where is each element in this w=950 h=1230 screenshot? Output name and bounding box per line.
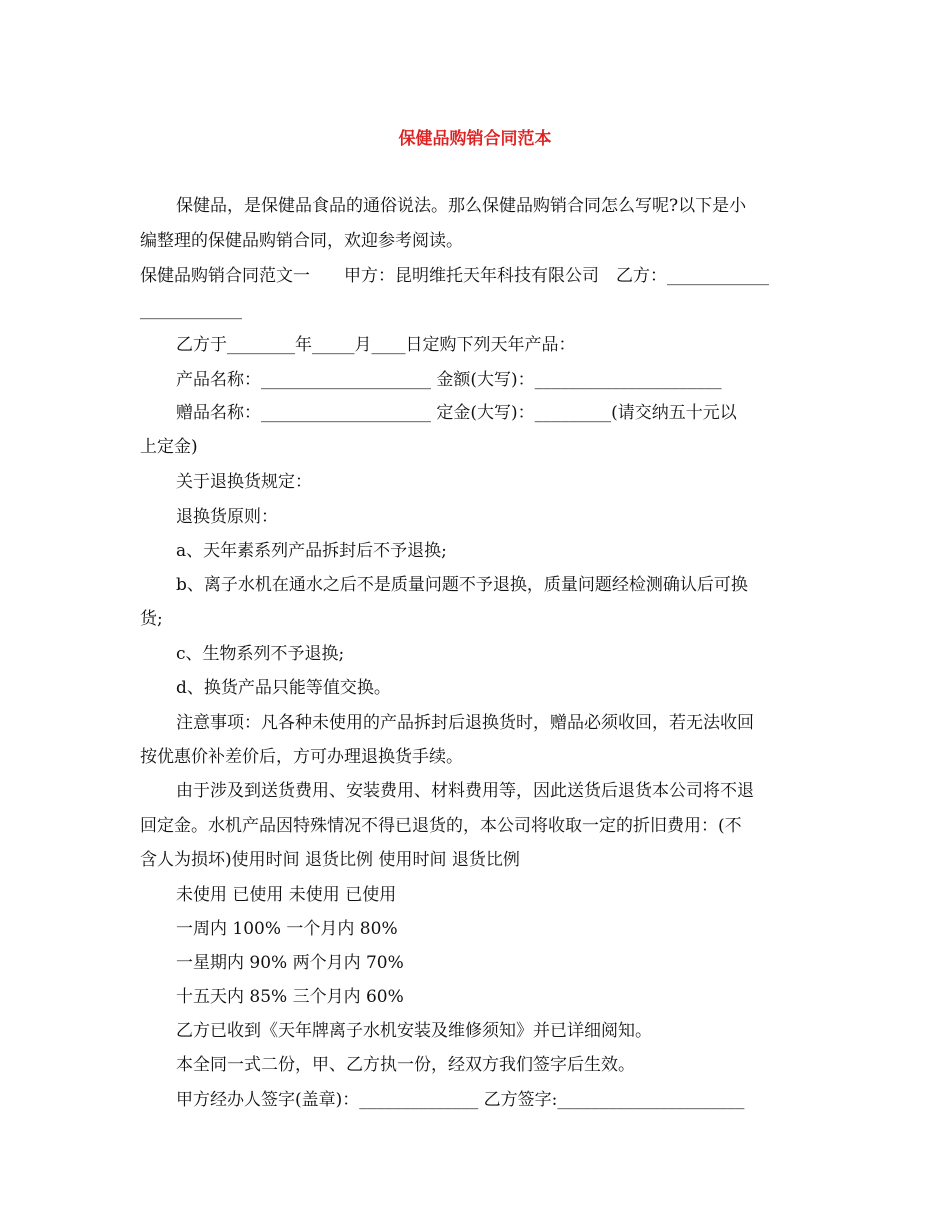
- party-line-cont: ____________: [140, 300, 242, 320]
- intro-line-1: 保健品，是保健品食品的通俗说法。那么保健品购销合同怎么写呢?以下是小: [176, 196, 747, 216]
- fees-line-1: 由于涉及到送货费用、安装费用、材料费用等，因此送货后退货本公司将不退: [176, 781, 754, 801]
- received-notice-line: 乙方已收到《天年牌离子水机安装及维修须知》并已详细阅知。: [176, 1021, 652, 1041]
- gift-name-line-cont: 上定金): [140, 437, 198, 457]
- rule-b-cont: 货;: [140, 609, 163, 629]
- refund-row-3: 十五天内 85% 三个月内 60%: [176, 987, 404, 1007]
- return-rules-heading: 关于退换货规定：: [176, 472, 312, 492]
- party-line: 保健品购销合同范文一 甲方：昆明维托天年科技有限公司 乙方：____________: [140, 266, 769, 286]
- return-principle-heading: 退换货原则：: [176, 507, 278, 527]
- rule-b: b、离子水机在通水之后不是质量问题不予退换，质量问题经检测确认后可换: [176, 575, 748, 595]
- refund-table-header: 未使用 已使用 未使用 已使用: [176, 885, 397, 905]
- order-date-line: 乙方于________年_____月____日定购下列天年产品：: [176, 335, 576, 355]
- notice-line-2: 按优惠价补差价后，方可办理退换货手续。: [140, 747, 463, 767]
- rule-d: d、换货产品只能等值交换。: [176, 678, 391, 698]
- fees-line-2: 回定金。水机产品因特殊情况不得已退货的，本公司将收取一定的折旧费用：(不: [140, 816, 742, 836]
- gift-name-line: 赠品名称：____________________ 定金(大写)：_________(请交纳五十元以: [176, 403, 737, 423]
- signature-line: 甲方经办人签字(盖章)：______________ 乙方签字:______________________: [176, 1090, 745, 1110]
- product-name-line: 产品名称：____________________ 金额(大写)：______________________: [176, 370, 722, 390]
- rule-a: a、天年素系列产品拆封后不予退换;: [176, 541, 447, 561]
- fees-line-3: 含人为损坏)使用时间 退货比例 使用时间 退货比例: [140, 850, 520, 870]
- document-title: 保健品购销合同范本: [398, 129, 552, 149]
- rule-c: c、生物系列不予退换;: [176, 644, 345, 664]
- intro-line-2: 编整理的保健品购销合同，欢迎参考阅读。: [140, 231, 463, 251]
- copies-line: 本全同一式二份，甲、乙方执一份，经双方我们签字后生效。: [176, 1055, 635, 1075]
- notice-line-1: 注意事项：凡各种未使用的产品拆封后退换货时，赠品必须收回，若无法收回: [176, 713, 754, 733]
- refund-row-1: 一周内 100% 一个月内 80%: [176, 919, 398, 939]
- refund-row-2: 一星期内 90% 两个月内 70%: [176, 953, 404, 973]
